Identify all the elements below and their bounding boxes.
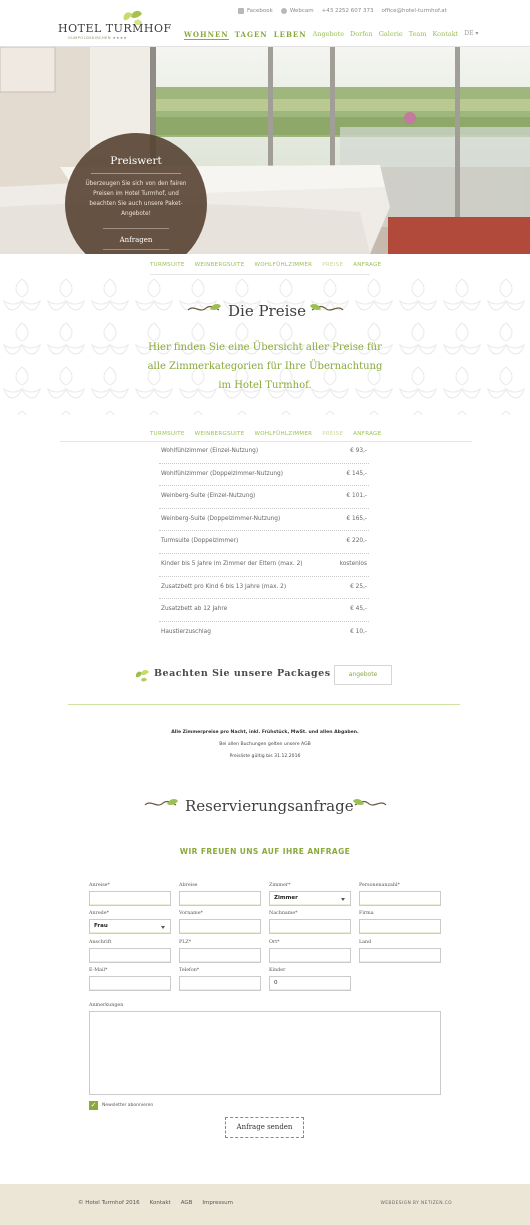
logo-title: HOTEL TURMHOF xyxy=(58,22,172,35)
nav-kontakt[interactable]: Kontakt xyxy=(432,30,459,38)
footer-link-kontakt[interactable]: Kontakt xyxy=(149,1200,171,1206)
price-value: € 93,- xyxy=(350,448,367,454)
anrede-label: Anrede* xyxy=(89,911,109,916)
zimmer-field xyxy=(269,883,351,906)
anschrift-input[interactable] xyxy=(89,948,171,963)
price-row xyxy=(159,622,369,645)
price-name: Kinder bis 5 Jahre im Zimmer der Eltern (max. 2) xyxy=(161,560,303,567)
copyright: © Hotel Turmhof 2016 xyxy=(78,1200,140,1206)
price-name: Zusatzbett pro Kind 6 bis 13 Jahre (max. 2) xyxy=(161,583,287,590)
email-input[interactable] xyxy=(89,976,171,991)
section-tabs-bottom xyxy=(150,431,381,437)
price-row xyxy=(159,464,369,487)
hero-button-top-line xyxy=(103,228,169,229)
nachname-input[interactable] xyxy=(269,919,351,934)
ornament-right-icon xyxy=(352,797,388,811)
nav-galerie[interactable]: Galerie xyxy=(378,30,403,38)
site-footer xyxy=(0,1184,530,1225)
abreise-label: Abreise xyxy=(179,883,198,888)
vorname-label: Vorname* xyxy=(179,911,203,916)
tab-weinbergsuite-2[interactable]: WEINBERGSUITE xyxy=(194,431,245,437)
ornament-left-icon xyxy=(186,302,222,316)
nav-team[interactable]: Team xyxy=(408,30,427,38)
land-label: Land xyxy=(359,940,372,945)
telefon-label: Telefon* xyxy=(179,968,200,973)
telefon-field xyxy=(179,968,261,991)
note-line-2[interactable]: Bei allen Buchungen gelten unsere AGB xyxy=(219,742,311,747)
kinder-input[interactable]: 0 xyxy=(269,976,351,991)
price-value: € 165,- xyxy=(346,515,367,522)
price-name: Zusatzbett ab 12 Jahre xyxy=(161,606,228,613)
anrede-field xyxy=(89,911,171,934)
nachname-field xyxy=(269,911,351,934)
hero-button-bottom-line xyxy=(103,249,169,250)
tab-turmsuite[interactable]: TURMSUITE xyxy=(150,262,185,268)
price-row xyxy=(159,577,369,600)
reservation-form xyxy=(89,880,444,1142)
tab-wohlfuehlzimmer-2[interactable]: WOHLFÜHLZIMMER xyxy=(254,431,313,437)
price-name: Wohlfühlzimmer (Einzel-Nutzung) xyxy=(161,448,259,454)
reservation-subhead: WIR FREUEN UNS AUF IHRE ANFRAGE xyxy=(179,847,351,856)
topbar-webcam[interactable]: Webcam xyxy=(281,8,314,14)
footer-link-agb[interactable]: AGB xyxy=(180,1200,193,1206)
price-value: € 145,- xyxy=(346,470,367,477)
newsletter-checkbox[interactable]: ✓ xyxy=(90,1101,97,1109)
footer-link-impressum[interactable]: Impressum xyxy=(202,1200,233,1206)
prices-title: Die Preise xyxy=(228,302,306,320)
vorname-input[interactable] xyxy=(179,919,261,934)
anschrift-label: Anschrift xyxy=(89,940,112,945)
tab-turmsuite-2[interactable]: TURMSUITE xyxy=(150,431,185,437)
anmerkungen-label: Anmerkungen xyxy=(89,1003,124,1008)
personen-label: Personenanzahl* xyxy=(359,883,400,888)
nachname-label: Nachname* xyxy=(269,911,298,916)
price-name: Weinberg-Suite (Doppelzimmer-Nutzung) xyxy=(161,515,281,522)
note-line-1: Alle Zimmerpreise pro Nacht, inkl. Frühstück, MwSt. und allen Abgaben. xyxy=(171,730,359,735)
tab-wohlfuehlzimmer[interactable]: WOHLFÜHLZIMMER xyxy=(254,262,313,268)
footer-links xyxy=(78,1200,233,1206)
personen-input[interactable] xyxy=(359,891,441,906)
abreise-input[interactable] xyxy=(179,891,261,906)
ort-input[interactable] xyxy=(269,948,351,963)
hero-title: Preiswert xyxy=(110,155,162,167)
price-name: Haustierzuschlag xyxy=(161,628,211,635)
email-field xyxy=(89,968,171,991)
kinder-field xyxy=(269,968,351,991)
price-value: € 10,- xyxy=(350,628,367,635)
price-value: € 25,- xyxy=(350,583,367,590)
plz-field xyxy=(179,940,261,963)
topbar-facebook[interactable]: Facebook xyxy=(238,8,273,14)
newsletter-row xyxy=(89,1101,153,1110)
kinder-label: Kinder xyxy=(269,968,286,973)
land-field xyxy=(359,940,441,963)
price-row xyxy=(159,441,369,464)
ornament-left-icon xyxy=(143,797,179,811)
main-nav xyxy=(184,30,478,40)
abreise-field xyxy=(179,883,261,906)
price-table xyxy=(159,441,369,644)
tab-anfrage[interactable]: ANFRAGE xyxy=(353,262,382,268)
webcam-icon xyxy=(281,8,287,14)
price-name: Weinberg-Suite (Einzel-Nutzung) xyxy=(161,493,256,500)
ornament-right-icon xyxy=(309,302,345,316)
topbar-phone[interactable]: +43 2252 607 373 xyxy=(321,8,374,14)
hero-anfragen-button[interactable]: Anfragen xyxy=(119,236,153,244)
price-value: kostenlos xyxy=(339,560,367,567)
hero-image xyxy=(0,47,530,254)
section-tabs-top xyxy=(150,262,381,268)
tab-preise[interactable]: PREISE xyxy=(322,262,344,268)
price-notes xyxy=(140,727,390,763)
anreise-field xyxy=(89,883,171,906)
logo-subtitle: GUMPOLDSKIRCHEN ★★★★ xyxy=(68,36,128,40)
nav-angebote[interactable]: Angebote xyxy=(312,30,345,38)
angebote-button[interactable]: angebote xyxy=(334,665,392,685)
facebook-icon xyxy=(238,8,244,14)
tab-preise-2[interactable]: PREISE xyxy=(322,431,344,437)
price-row xyxy=(159,509,369,532)
telefon-input[interactable] xyxy=(179,976,261,991)
anreise-input[interactable] xyxy=(89,891,171,906)
price-row xyxy=(159,554,369,577)
plz-label: PLZ* xyxy=(179,940,192,945)
anreise-label: Anreise* xyxy=(89,883,110,888)
land-input[interactable] xyxy=(359,948,441,963)
note-line-3: Preisliste gültig bis 31.12.2016 xyxy=(229,754,301,759)
price-value: € 101,- xyxy=(346,493,367,500)
topbar xyxy=(238,8,447,14)
hero-text: Überzeugen Sie sich von den fairen Preisen im Hotel Turmhof, und beachten Sie auch unsere Paket-Angebote! xyxy=(85,181,187,217)
price-value: € 45,- xyxy=(350,606,367,613)
email-label: E-Mail* xyxy=(89,968,108,973)
newsletter-label: Newsletter abonnieren xyxy=(102,1103,154,1108)
language-selector[interactable]: DE ▾ xyxy=(464,30,479,37)
leaf-icon xyxy=(134,668,150,682)
ort-field xyxy=(269,940,351,963)
zimmer-label: Zimmer* xyxy=(269,883,291,888)
vorname-field xyxy=(179,911,261,934)
personen-field xyxy=(359,883,441,906)
firma-label: Firma xyxy=(359,911,374,916)
tab-anfrage-2[interactable]: ANFRAGE xyxy=(353,431,382,437)
price-value: € 220,- xyxy=(346,538,367,545)
reservation-title: Reservierungsanfrage xyxy=(185,797,354,815)
firma-field xyxy=(359,911,441,934)
nav-wohnen[interactable]: WOHNEN xyxy=(184,30,229,39)
anmerkungen-field xyxy=(89,1003,441,1095)
green-divider xyxy=(68,704,460,705)
prices-intro: Hier finden Sie eine Übersicht aller Preise für alle Zimmerkategorien für Ihre Übernachtung im Hotel Turmhof. xyxy=(147,342,383,391)
hotel-logo[interactable] xyxy=(58,8,172,40)
anmerkungen-textarea[interactable] xyxy=(89,1011,441,1095)
submit-button[interactable]: Anfrage senden xyxy=(225,1117,304,1138)
webdesign-credit[interactable]: WEBDESIGN BY NETIZEN.CO xyxy=(380,1201,452,1206)
nav-tagen[interactable]: TAGEN xyxy=(234,30,268,39)
packages-label: Beachten Sie unsere Packages xyxy=(154,668,331,679)
tab-weinbergsuite[interactable]: WEINBERGSUITE xyxy=(194,262,245,268)
price-row xyxy=(159,486,369,509)
nav-dorfen[interactable]: Dorfen xyxy=(350,30,373,38)
ort-label: Ort* xyxy=(269,940,280,945)
nav-leben[interactable]: LEBEN xyxy=(273,30,307,39)
firma-input[interactable] xyxy=(359,919,441,934)
anrede-select[interactable]: Frau xyxy=(89,919,171,934)
price-row xyxy=(159,599,369,622)
price-row xyxy=(159,531,369,554)
price-name: Turmsuite (Doppelzimmer) xyxy=(161,538,239,545)
site-header xyxy=(0,0,530,47)
price-name: Wohlfühlzimmer (Doppelzimmer-Nutzung) xyxy=(161,470,284,477)
packages-banner xyxy=(134,663,404,687)
plz-input[interactable] xyxy=(179,948,261,963)
anschrift-field xyxy=(89,940,171,963)
topbar-email[interactable]: office@hotel-turmhof.at xyxy=(381,8,447,14)
zimmer-select[interactable]: Zimmer xyxy=(269,891,351,906)
hero-divider xyxy=(91,173,181,174)
